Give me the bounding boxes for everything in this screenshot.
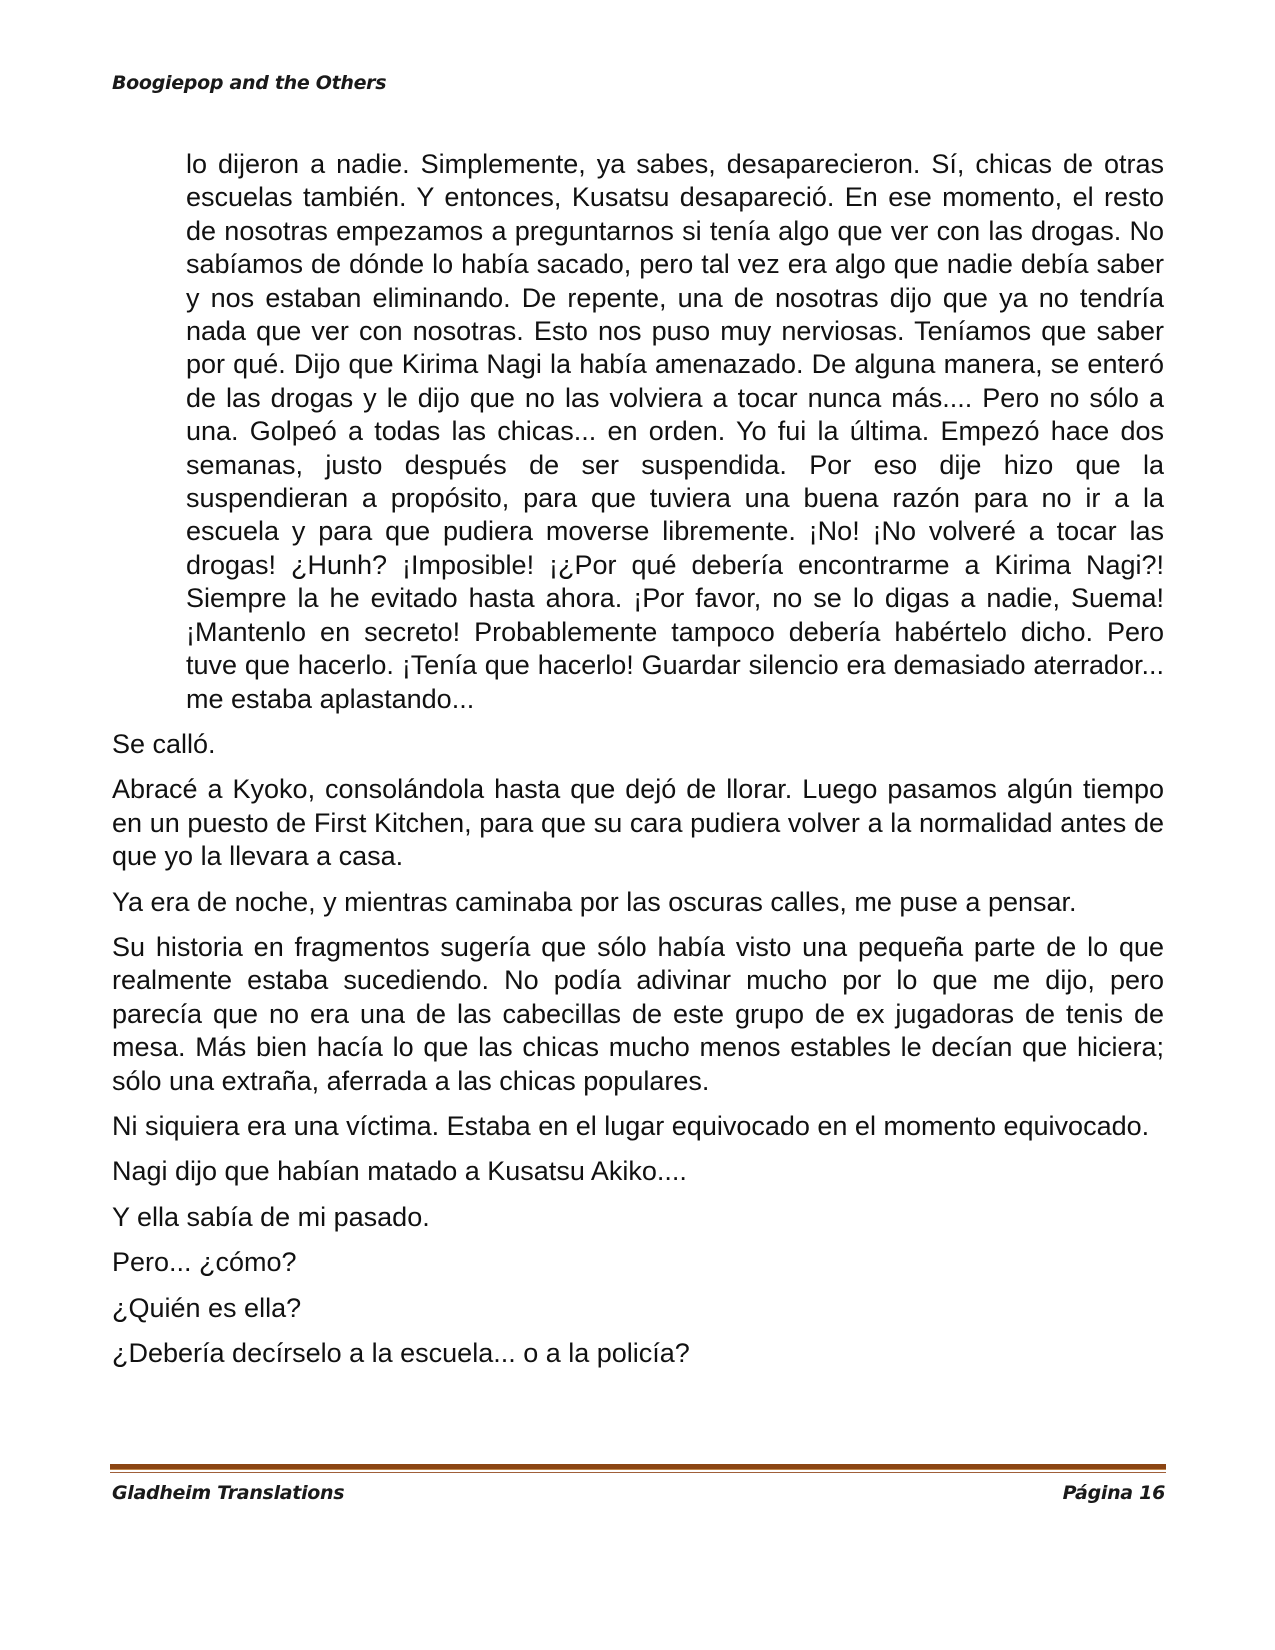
paragraph: Se calló. (112, 728, 216, 759)
paragraph: ¿Quién es ella? (112, 1292, 302, 1323)
paragraph: Ni siquiera era una víctima. Estaba en el lugar equivocado en el momento equivocado. (112, 1110, 1150, 1141)
paragraph: Abracé a Kyoko, consolándola hasta que dejó de llorar. Luego pasamos algún tiempo en un puesto de First Kitchen, para que su cara pudiera volver a la normalidad antes de que yo la llevara a casa. (112, 774, 1164, 872)
paragraph: Nagi dijo que habían matado a Kusatsu Akiko.... (112, 1156, 687, 1187)
paragraph: Y ella sabía de mi pasado. (112, 1201, 430, 1232)
paragraph: Su historia en fragmentos sugería que sólo había visto una pequeña parte de lo que realmente estaba sucediendo. No podía adivinar mucho por lo que me dijo, pero parecía que no era una de las cabecillas de este grupo de ex jugadoras de tenis de mesa. Más bien hacía lo que las chicas mucho menos estables le decían que hiciera; sólo una extraña, aferrada a las chicas populares. (112, 931, 1164, 1096)
footer-divider (110, 1464, 1166, 1470)
page-body (112, 148, 1164, 1382)
running-header: Boogiepop and the Others (112, 72, 387, 94)
footer-translator: Gladheim Translations (112, 1482, 345, 1504)
paragraph: ¿Debería decírselo a la escuela... o a la policía? (112, 1338, 690, 1368)
footer-page-number: Página 16 (1062, 1482, 1165, 1504)
paragraph: Pero... ¿cómo? (112, 1247, 297, 1278)
quoted-passage: lo dijeron a nadie. Simplemente, ya sabes, desaparecieron. Sí, chicas de otras escuelas también. Y entonces, Kusatsu desapareció. En ese momento, el resto de nosotras empezamos a preguntarnos si tenía algo que ver con las drogas. No sabíamos de dónde lo había sacado, pero tal vez era algo que nadie debía saber y nos estaban eliminando. De repente, una de nosotras dijo que ya no tendría nada que ver con nosotras. Esto nos puso muy nerviosas. Teníamos que saber por qué. Dijo que Kirima Nagi la había amenazado. De alguna manera, se enteró de las drogas y le dijo que no las volviera a tocar nunca más.... Pero no sólo a una. Golpeó a todas las chicas... en orden. Yo fui la última. Empezó hace dos semanas, justo después de ser suspendida. Por eso dije hizo que la suspendieran a propósito, para que tuviera una buena razón para no ir a la escuela y para que pudiera moverse libremente. ¡No! ¡No volveré a tocar las drogas! ¿Hunh? ¡Imposible! ¡¿Por qué debería encontrarme a Kirima Nagi?! Siempre la he evitado hasta ahora. ¡Por favor, no se lo digas a nadie, Suema! ¡Mantenlo en secreto! Probablemente tampoco debería habértelo dicho. Pero tuve que hacerlo. ¡Tenía que hacerlo! Guardar silencio era demasiado aterrador... me estaba aplastando... (186, 149, 1164, 714)
paragraph: Ya era de noche, y mientras caminaba por las oscuras calles, me puse a pensar. (112, 886, 1077, 917)
footer-divider-thin (110, 1472, 1166, 1473)
